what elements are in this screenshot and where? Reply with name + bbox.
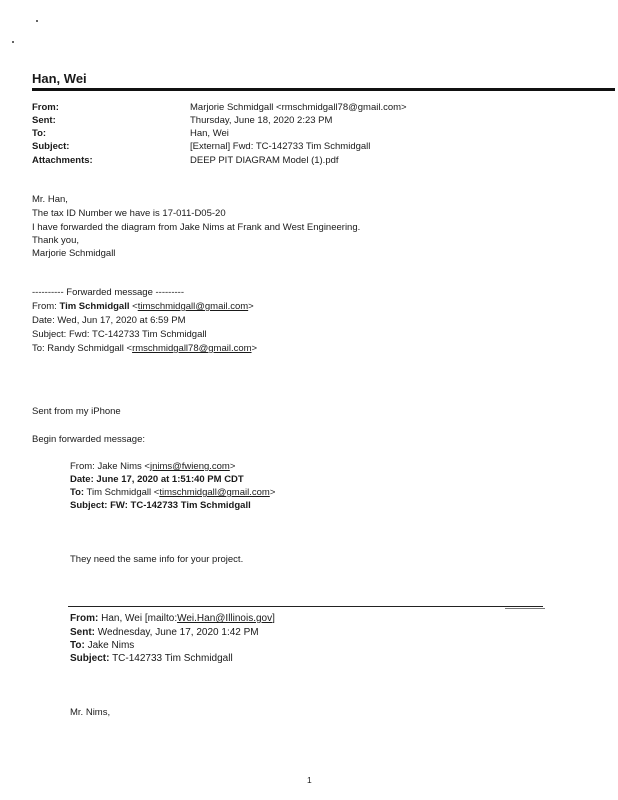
orig-subject-line bbox=[70, 653, 233, 664]
orig-from-name: Han, Wei bbox=[101, 613, 143, 624]
forward-divider: ---------- Forwarded message --------- bbox=[32, 287, 184, 298]
sent-value: Thursday, June 18, 2020 2:23 PM bbox=[190, 115, 333, 126]
fw2-date-line bbox=[70, 474, 244, 485]
fw2-date-label: Date: bbox=[70, 474, 94, 485]
fw2-message: They need the same info for your project. bbox=[70, 554, 244, 565]
forward-subject: Subject: Fwd: TC-142733 Tim Schmidgall bbox=[32, 329, 207, 340]
from-label: From: bbox=[32, 102, 59, 113]
original-message-rule-tail bbox=[505, 608, 545, 609]
scan-speck bbox=[36, 20, 38, 22]
header-rule bbox=[32, 88, 615, 91]
fw2-from-label: From: bbox=[70, 461, 95, 472]
fw2-from-name: Jake Nims bbox=[97, 461, 142, 472]
subject-label: Subject: bbox=[32, 141, 70, 152]
attachments-label: Attachments: bbox=[32, 155, 93, 166]
fw2-from-line: From: Jake Nims <jnims@fwieng.com> bbox=[70, 461, 236, 472]
orig-mailto-email-link[interactable]: Wei.Han@Illinois.gov bbox=[177, 613, 273, 624]
to-value: Han, Wei bbox=[190, 128, 229, 139]
orig-sent-value: Wednesday, June 17, 2020 1:42 PM bbox=[97, 627, 259, 638]
body-line: I have forwarded the diagram from Jake Nims at Frank and West Engineering. bbox=[32, 222, 361, 233]
forward-to-email-link[interactable]: rmschmidgall78@gmail.com bbox=[132, 343, 252, 354]
attachment-link[interactable]: DEEP PIT DIAGRAM Model (1).pdf bbox=[190, 155, 339, 166]
fw2-to-line: To: Tim Schmidgall <timschmidgall@gmail.com> bbox=[70, 487, 276, 498]
greeting: Mr. Han, bbox=[32, 194, 68, 205]
fw2-to-label: To: bbox=[70, 487, 85, 498]
orig-from-label: From: bbox=[70, 613, 99, 624]
orig-subject-label: Subject: bbox=[70, 653, 110, 664]
sent-label: Sent: bbox=[32, 115, 56, 126]
fw2-subject-value: FW: TC-142733 Tim Schmidgall bbox=[110, 500, 251, 511]
body-line: The tax ID Number we have is 17-011-D05-20 bbox=[32, 208, 226, 219]
forward-from-email-link[interactable]: timschmidgall@gmail.com bbox=[137, 301, 249, 312]
fw2-to-email-link[interactable]: timschmidgall@gmail.com bbox=[159, 487, 270, 498]
from-value: Marjorie Schmidgall <rmschmidgall78@gmail.com> bbox=[190, 102, 407, 113]
orig-mailto-prefix: mailto: bbox=[147, 613, 178, 624]
orig-sent-line bbox=[70, 627, 259, 638]
page-number: 1 bbox=[307, 775, 312, 785]
orig-to-value: Jake Nims bbox=[87, 640, 135, 651]
begin-forwarded: Begin forwarded message: bbox=[32, 434, 146, 445]
orig-to-line bbox=[70, 640, 134, 651]
original-message-rule bbox=[68, 606, 543, 607]
mailbox-owner-name: Han, Wei bbox=[32, 71, 87, 86]
forward-to-label: To: Randy Schmidgall bbox=[32, 343, 124, 354]
orig-greeting: Mr. Nims, bbox=[70, 707, 111, 718]
forward-to-line: To: Randy Schmidgall <rmschmidgall78@gmail.com> bbox=[32, 343, 258, 354]
sent-from-iphone: Sent from my iPhone bbox=[32, 406, 121, 417]
orig-sent-label: Sent: bbox=[70, 627, 95, 638]
forward-from-label: From: bbox=[32, 301, 57, 312]
fw2-from-email-link[interactable]: jnims@fwieng.com bbox=[149, 461, 230, 472]
subject-value: [External] Fwd: TC-142733 Tim Schmidgall bbox=[190, 141, 371, 152]
orig-subject-value: TC-142733 Tim Schmidgall bbox=[112, 653, 233, 664]
scan-speck bbox=[12, 41, 14, 43]
body-line: Thank you, bbox=[32, 235, 79, 246]
fw2-subject-line bbox=[70, 500, 251, 511]
orig-from-line: From: Han, Wei [mailto:Wei.Han@Illinois.gov] bbox=[70, 613, 275, 624]
to-label: To: bbox=[32, 128, 47, 139]
signature: Marjorie Schmidgall bbox=[32, 248, 116, 259]
orig-to-label: To: bbox=[70, 640, 85, 651]
forward-date: Date: Wed, Jun 17, 2020 at 6:59 PM bbox=[32, 315, 186, 326]
forward-from-name: Tim Schmidgall bbox=[59, 301, 130, 312]
fw2-to-name: Tim Schmidgall bbox=[86, 487, 152, 498]
fw2-subject-label: Subject: bbox=[70, 500, 108, 511]
fw2-date-value: June 17, 2020 at 1:51:40 PM CDT bbox=[96, 474, 244, 485]
forward-from-line: From: Tim Schmidgall <timschmidgall@gmail.com> bbox=[32, 301, 254, 312]
